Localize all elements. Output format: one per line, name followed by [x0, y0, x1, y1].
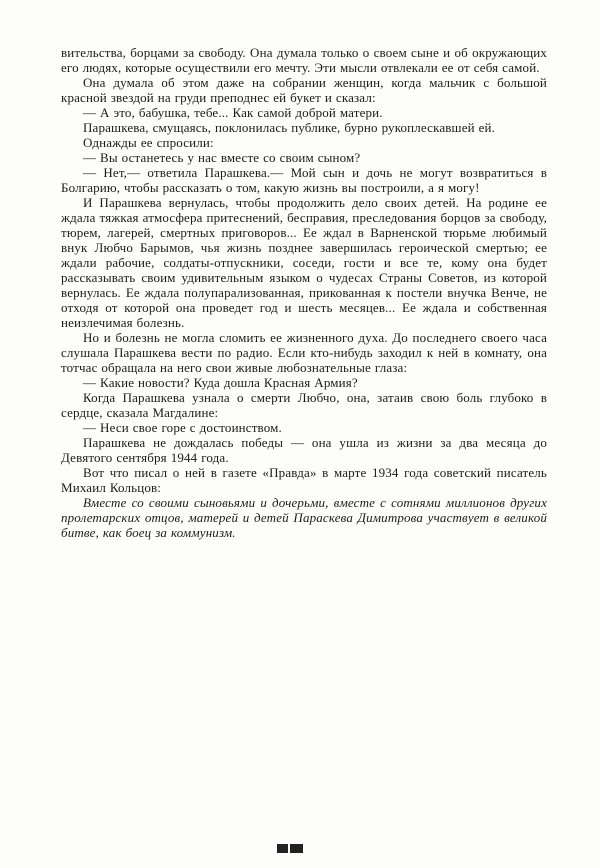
paragraph: Парашкева не дождалась победы — она ушла из жизни за два месяца до Девятого сентября 1944 года. — [61, 435, 547, 465]
paragraph: Она думала об этом даже на собрании женщин, когда мальчик с большой красной звездой на груди преподнес ей букет и сказал: — [61, 75, 547, 105]
quote-paragraph: Вместе со своими сыновьями и дочерьми, вместе с сотнями миллионов других пролетарских отцов, матерей и детей Параскева Димитрова участвует в великой битве, как боец за коммунизм. — [61, 495, 547, 540]
scan-artifact-bar — [277, 844, 288, 853]
text-column — [61, 45, 547, 540]
scan-artifact-bar — [290, 844, 303, 853]
paragraph: Когда Парашкева узнала о смерти Любчо, она, затаив свою боль глубоко в сердце, сказала Магдалине: — [61, 390, 547, 420]
paragraph: — Нет,— ответила Парашкева.— Мой сын и дочь не могут возвратиться в Болгарию, чтобы рассказать о том, какую жизнь вы построили, а я могу! — [61, 165, 547, 195]
scan-artifact-mark — [277, 844, 303, 853]
paragraph: Вот что писал о ней в газете «Правда» в марте 1934 года советский писатель Михаил Кольцов: — [61, 465, 547, 495]
paragraph: — А это, бабушка, тебе... Как самой доброй матери. — [83, 105, 383, 120]
paragraph: — Вы останетесь у нас вместе со своим сыном? — [83, 150, 361, 165]
paragraph: Однажды ее спросили: — [83, 135, 214, 150]
paragraph: Но и болезнь не могла сломить ее жизненного духа. До последнего своего часа слушала Парашкева вести по радио. Если кто-нибудь заходил к ней в комнату, она тотчас обращала на него свои живые любознательные глаза: — [61, 330, 547, 375]
paragraph: — Какие новости? Куда дошла Красная Армия? — [83, 375, 358, 390]
paragraph: И Парашкева вернулась, чтобы продолжить дело своих детей. На родине ее ждала тяжкая атмосфера притеснений, бесправия, преследования борцов за свободу, тюрем, лагерей, смертных приговоров... Ее ждал в Варненской тюрьме любимый внук Любчо Барымов, чья жизнь позднее завершилась героической смертью; ее ждали рабочие, солдаты-отпускники, соседи, гости и все те, кому она будет рассказывать своим удивительным языком о чудесах Страны Советов, из которой вернулась. Ее ждала полупарализованная, прикованная к постели внучка Венче, не отходя от которой она проведет год и шесть месяцев... Ее ждала и собственная неизлечимая болезнь. — [61, 195, 547, 330]
paragraph: — Неси свое горе с достоинством. — [83, 420, 282, 435]
paragraph: Парашкева, смущаясь, поклонилась публике, бурно рукоплескавшей ей. — [83, 120, 496, 135]
paragraph: вительства, борцами за свободу. Она думала только о своем сыне и об окружающих его людях, которые осуществили его мечту. Эти мысли отвлекали ее от себя самой. — [61, 45, 547, 75]
